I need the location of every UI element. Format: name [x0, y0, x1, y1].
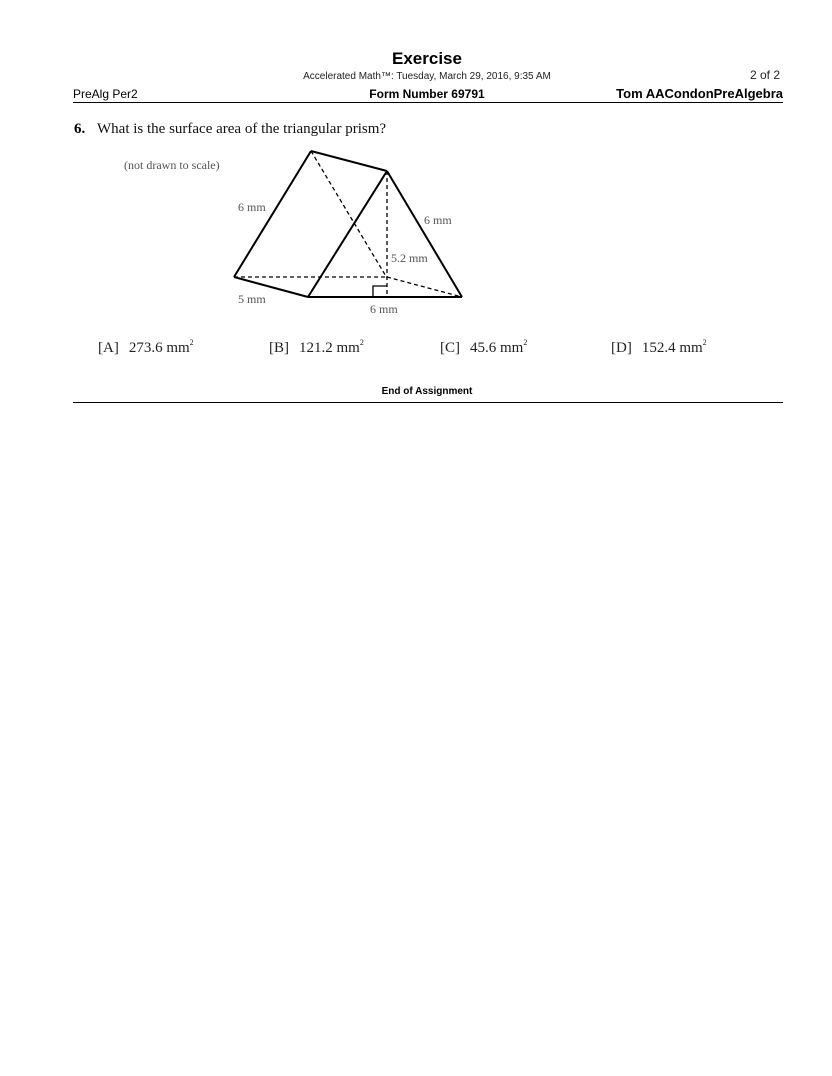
front-left-edge — [308, 171, 387, 297]
choice-value: 45.6 mm — [470, 340, 524, 356]
choice-c — [440, 340, 527, 357]
choice-value: 273.6 mm — [128, 340, 190, 356]
footer-divider — [73, 402, 783, 403]
choice-exponent: 2 — [359, 338, 364, 347]
choice-value: 152.4 mm — [641, 340, 703, 356]
choice-exponent: 2 — [702, 338, 707, 347]
question-text: What is the surface area of the triangular prism? — [97, 121, 387, 137]
label-base: 6 mm — [370, 302, 398, 316]
scale-note: (not drawn to scale) — [124, 158, 220, 172]
label-left-slant: 6 mm — [238, 200, 266, 214]
label-depth: 5 mm — [238, 292, 266, 306]
label-right-slant: 6 mm — [424, 213, 452, 227]
choice-letter: [A] — [98, 340, 119, 356]
front-right-edge — [387, 171, 462, 297]
student-name: Tom AACondonPreAlgebra — [616, 86, 783, 101]
question-number: 6. — [74, 121, 86, 137]
choice-value: 121.2 mm — [299, 340, 360, 356]
end-of-assignment: End of Assignment — [381, 386, 473, 397]
choice-exponent: 2 — [523, 338, 528, 347]
right-angle-marker — [373, 286, 387, 297]
label-height: 5.2 mm — [391, 251, 428, 265]
worksheet-title: Exercise — [392, 49, 462, 68]
choice-d — [611, 340, 707, 357]
choice-b — [269, 340, 364, 357]
page-number: 2 of 2 — [749, 68, 780, 82]
choice-letter: [D] — [611, 340, 632, 356]
choice-letter: [C] — [440, 340, 460, 356]
class-name: PreAlg Per2 — [73, 87, 138, 101]
triangular-prism-figure — [0, 0, 832, 420]
hidden-back-diagonal — [311, 151, 387, 278]
form-number: Form Number 69791 — [369, 87, 485, 101]
left-slant-edge — [234, 151, 311, 277]
generated-timestamp: Accelerated Math™: Tuesday, March 29, 2016, 9:35 AM — [303, 71, 551, 82]
choice-a — [98, 340, 194, 357]
choice-exponent: 2 — [189, 338, 194, 347]
top-ridge-edge — [311, 151, 387, 171]
choice-letter: [B] — [269, 340, 289, 356]
